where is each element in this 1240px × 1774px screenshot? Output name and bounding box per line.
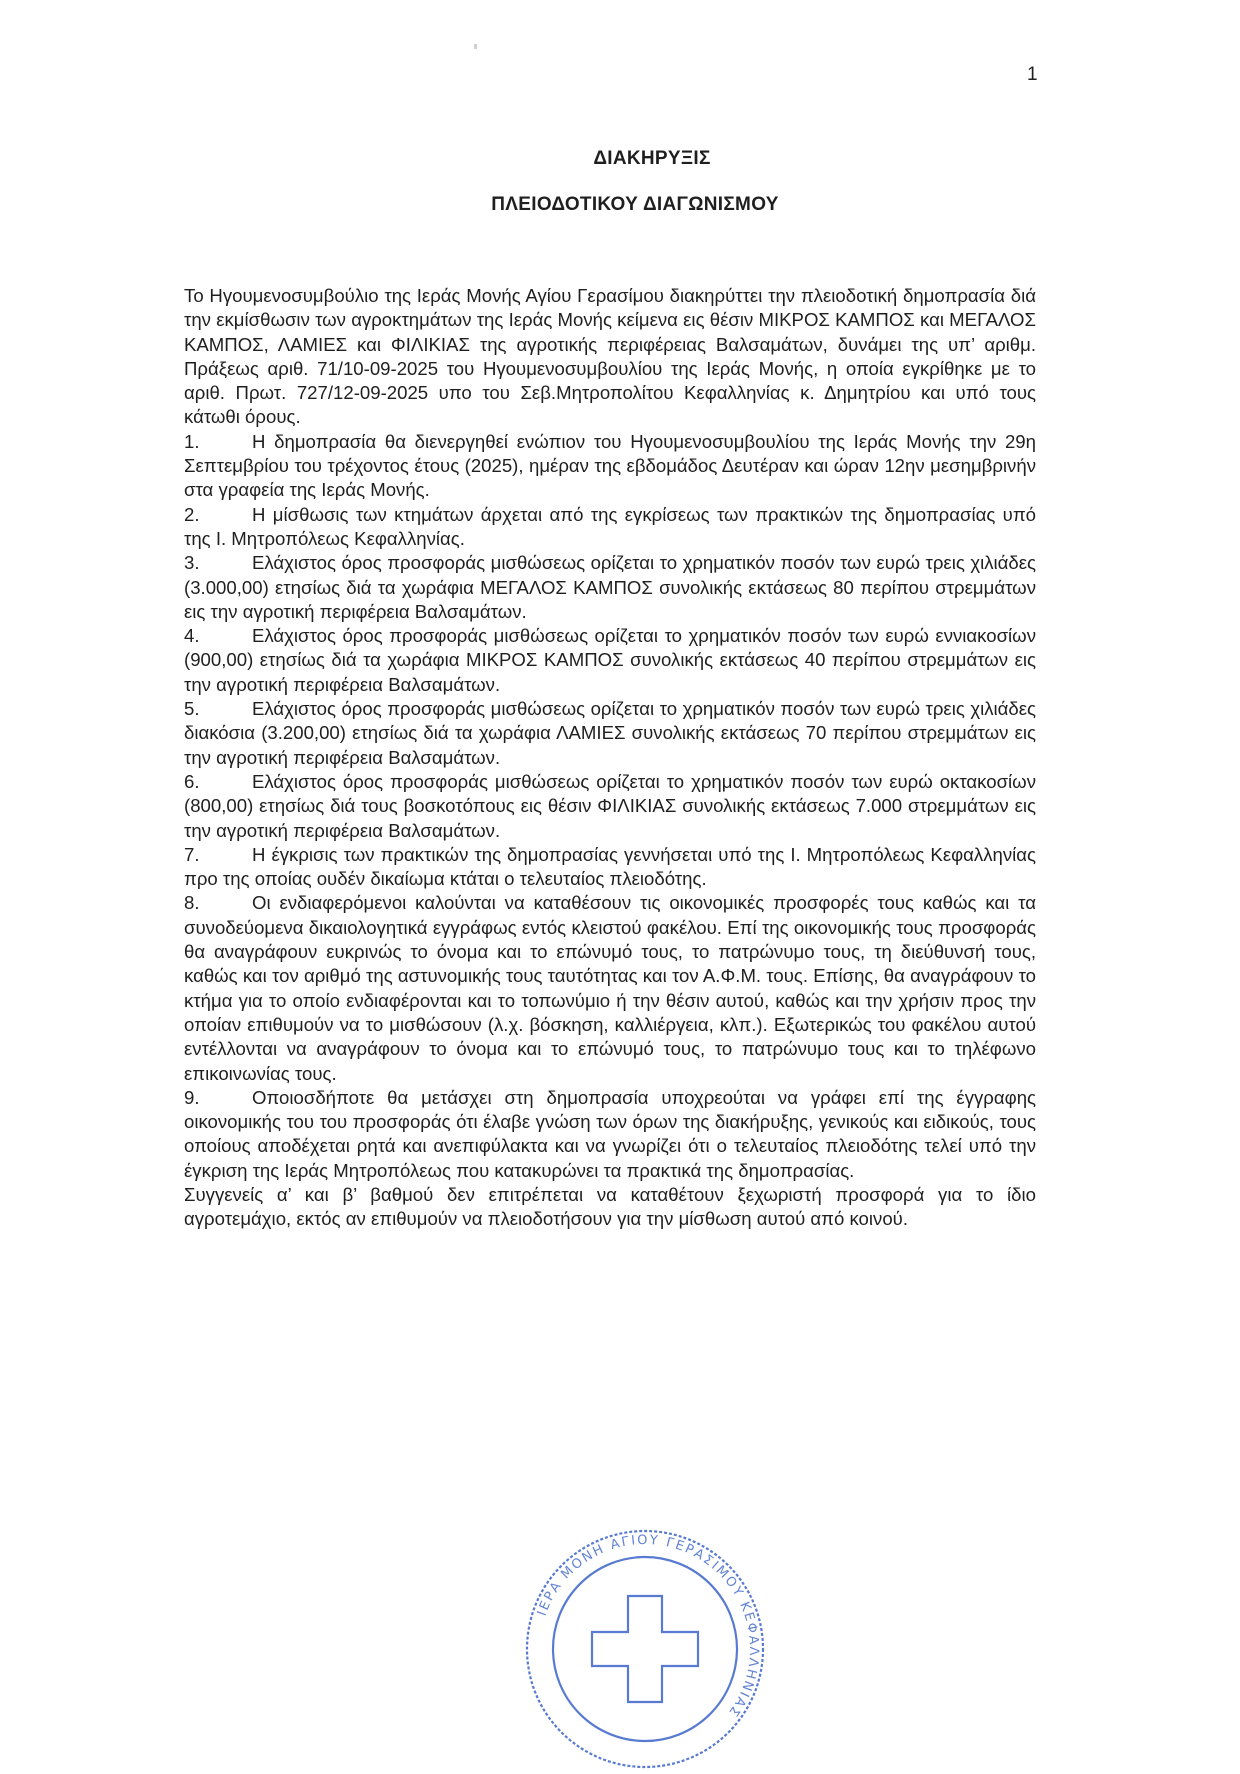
term-6 xyxy=(184,770,1036,843)
term-7 xyxy=(184,843,1036,892)
term-text: Ελάχιστος όρος προσφοράς μισθώσεως ορίζεται το χρηματικόν ποσόν των ευρώ οκτακοσίων (800,00) ετησίως διά τους βοσκοτόπους εις θέσιν ΦΙΛΙΚΙΑΣ συνολικής εκτάσεως 7.000 στρεμμάτων εις την αγροτική περιφέρεια Βαλσαμάτων. xyxy=(184,770,1036,841)
scan-speck xyxy=(474,44,477,49)
document-title: ΔΙΑΚΗΡΥΞΙΣ xyxy=(593,148,711,169)
document-subtitle: ΠΛΕΙΟΔΟΤΙΚΟΥ ΔΙΑΓΩΝΙΣΜΟΥ xyxy=(491,194,779,215)
term-number: 1. xyxy=(184,430,200,452)
intro-paragraph: Το Ηγουμενοσυμβούλιο της Ιεράς Μονής Αγίου Γερασίμου διακηρύττει την πλειοδοτική δημοπρασία διά την εκμίσθωσιν των αγροκτημάτων της Ιεράς Μονής κείμενα εις θέσιν ΜΙΚΡΟΣ ΚΑΜΠΟΣ και ΜΕΓΑΛΟΣ ΚΑΜΠΟΣ, ΛΑΜΙΕΣ και ΦΙΛΙΚΙΑΣ της αγροτικής περιφέρειας Βαλσαμάτων, δυνάμει της υπ’ αριθμ. Πράξεως αριθ. 71/10-09-2025 του Ηγουμενοσυμβουλίου της Ιεράς Μονής, η οποία εγκρίθηκε με το αριθ. Πρωτ. 727/12-09-2025 υπο του Σεβ.Μητροπολίτου Κεφαλληνίας κ. Δημητρίου και υπό τους κάτωθι όρους. xyxy=(184,285,1036,428)
term-text: Ελάχιστος όρος προσφοράς μισθώσεως ορίζεται το χρηματικόν ποσόν των ευρώ τρεις χιλιάδες διακόσια (3.200,00) ετησίως διά τα χωράφια ΛΑΜΙΕΣ συνολικής εκτάσεως 70 περίπου στρεμμάτων εις την αγροτική περιφέρεια Βαλσαμάτων. xyxy=(184,698,1036,768)
term-text: Οι ενδιαφερόμενοι καλούνται να καταθέσουν τις οικονομικές προσφορές τους καθώς και τα συνοδεύομενα δικαιολογητικά εγγράφως εντός κλειστού φακέλου. Επί της οικονομικής τους προσφοράς θα αναγράφουν ευκρινώς το όνομα και το επώνυμό τους, το πατρώνυμο τους, τη διεύθυνσή τους, καθώς και τον αριθμό της αστυνομικής τους ταυτότητας και τον Α.Φ.Μ. τους. Επίσης, θα αναγράφουν το κτήμα για το οποίο ενδιαφέρονται και το τοπωνύμιο ή την θέσιν αυτού, καθώς και την χρήσιν προς την οποίαν επιθυμούν να το μισθώσουν (λ.χ. βόσκηση, καλλιέργεια, κλπ.). Εξωτερικώς του φακέλου αυτού εντέλλονται να αναγράφουν το όνομα και το επώνυμό τους, το πατρώνυμο τους και το τηλέφωνο επικοινωνίας τους. xyxy=(184,892,1036,1084)
cross-icon xyxy=(592,1596,698,1702)
term-4 xyxy=(184,624,1036,697)
term-text: Η έγκρισις των πρακτικών της δημοπρασίας γεννήσεται υπό της Ι. Μητροπόλεως Κεφαλληνίας προ της οποίας ουδέν δικαίωμα κτάται ο τελευταίος πλειοδότης. xyxy=(184,843,1036,890)
term-text: Η δημοπρασία θα διενεργηθεί ενώπιον του Ηγουμενοσυμβουλίου της Ιεράς Μονής την 29η Σεπτεμβρίου του τρέχοντος έτους (2025), ημέραν της εβδομάδος Δευτέραν και ώραν 12ην μεσημβρινήν στα γραφεία της Ιεράς Μονής. xyxy=(184,430,1036,501)
stamp-text: ΙΕΡΑ ΜΟΝΗ ΑΓΙΟΥ ΓΕΡΑΣΙΜΟΥ ΚΕΦΑΛΛΗΝΙΑΣ xyxy=(534,1532,762,1721)
term-text: Οποιοσδήποτε θα μετάσχει στη δημοπρασία υποχρεούται να γράφει επί της έγγραφης οικονομικής του του προσφοράς ότι έλαβε γνώση των όρων της διακήρυξης, γενικούς και ειδικούς, τους οποίους αποδέχεται ρητά και ανεπιφύλακτα και να γνωρίζει ότι ο τελευταίος πλειοδότης τελεί υπό την έγκριση της Ιεράς Μητροπόλεως που κατακυρώνει τα πρακτικά της δημοπρασίας. xyxy=(184,1086,1036,1181)
term-9 xyxy=(184,1086,1036,1183)
term-number: 6. xyxy=(184,770,200,792)
page-number: 1 xyxy=(1027,64,1038,85)
term-2 xyxy=(184,503,1036,552)
term-number: 9. xyxy=(184,1086,200,1108)
stamp-outer-ring xyxy=(527,1531,763,1767)
closing-paragraph: Συγγενείς α’ και β’ βαθμού δεν επιτρέπεται να καταθέτουν ξεχωριστή προσφορά για το ίδιο αγροτεμάχιο, εκτός αν επιθυμούν να πλειοδοτήσουν για την μίσθωση αυτού από κοινού. xyxy=(184,1183,1036,1230)
term-number: 4. xyxy=(184,625,200,647)
term-1 xyxy=(184,430,1036,503)
term-number: 3. xyxy=(184,552,200,574)
term-3 xyxy=(184,551,1036,624)
term-number: 2. xyxy=(184,503,200,525)
term-number: 7. xyxy=(184,843,200,865)
term-text: Η μίσθωσις των κτημάτων άρχεται από της εγκρίσεως των πρακτικών της δημοπρασίας υπό της Ι. Μητροπόλεως Κεφαλληνίας. xyxy=(184,503,1036,549)
term-number: 5. xyxy=(184,698,200,720)
term-number: 8. xyxy=(184,892,200,914)
monastery-seal-stamp xyxy=(520,1524,770,1774)
document-body xyxy=(184,284,1036,1232)
term-5 xyxy=(184,697,1036,770)
term-text: Ελάχιστος όρος προσφοράς μισθώσεως ορίζεται το χρηματικόν ποσόν των ευρώ εννιακοσίων (900,00) ετησίως διά τα χωράφια ΜΙΚΡΟΣ ΚΑΜΠΟΣ συνολικής εκτάσεως 40 περίπου στρεμμάτων εις την αγροτική περιφέρεια Βαλσαμάτων. xyxy=(184,625,1036,695)
stamp-inner-ring xyxy=(553,1557,737,1741)
term-text: Ελάχιστος όρος προσφοράς μισθώσεως ορίζεται το χρηματικόν ποσόν των ευρώ τρεις χιλιάδες (3.000,00) ετησίως διά τα χωράφια ΜΕΓΑΛΟΣ ΚΑΜΠΟΣ συνολικής εκτάσεως 80 περίπου στρεμμάτων εις την αγροτική περιφέρεια Βαλσαμάτων. xyxy=(184,552,1036,622)
term-8 xyxy=(184,891,1036,1085)
